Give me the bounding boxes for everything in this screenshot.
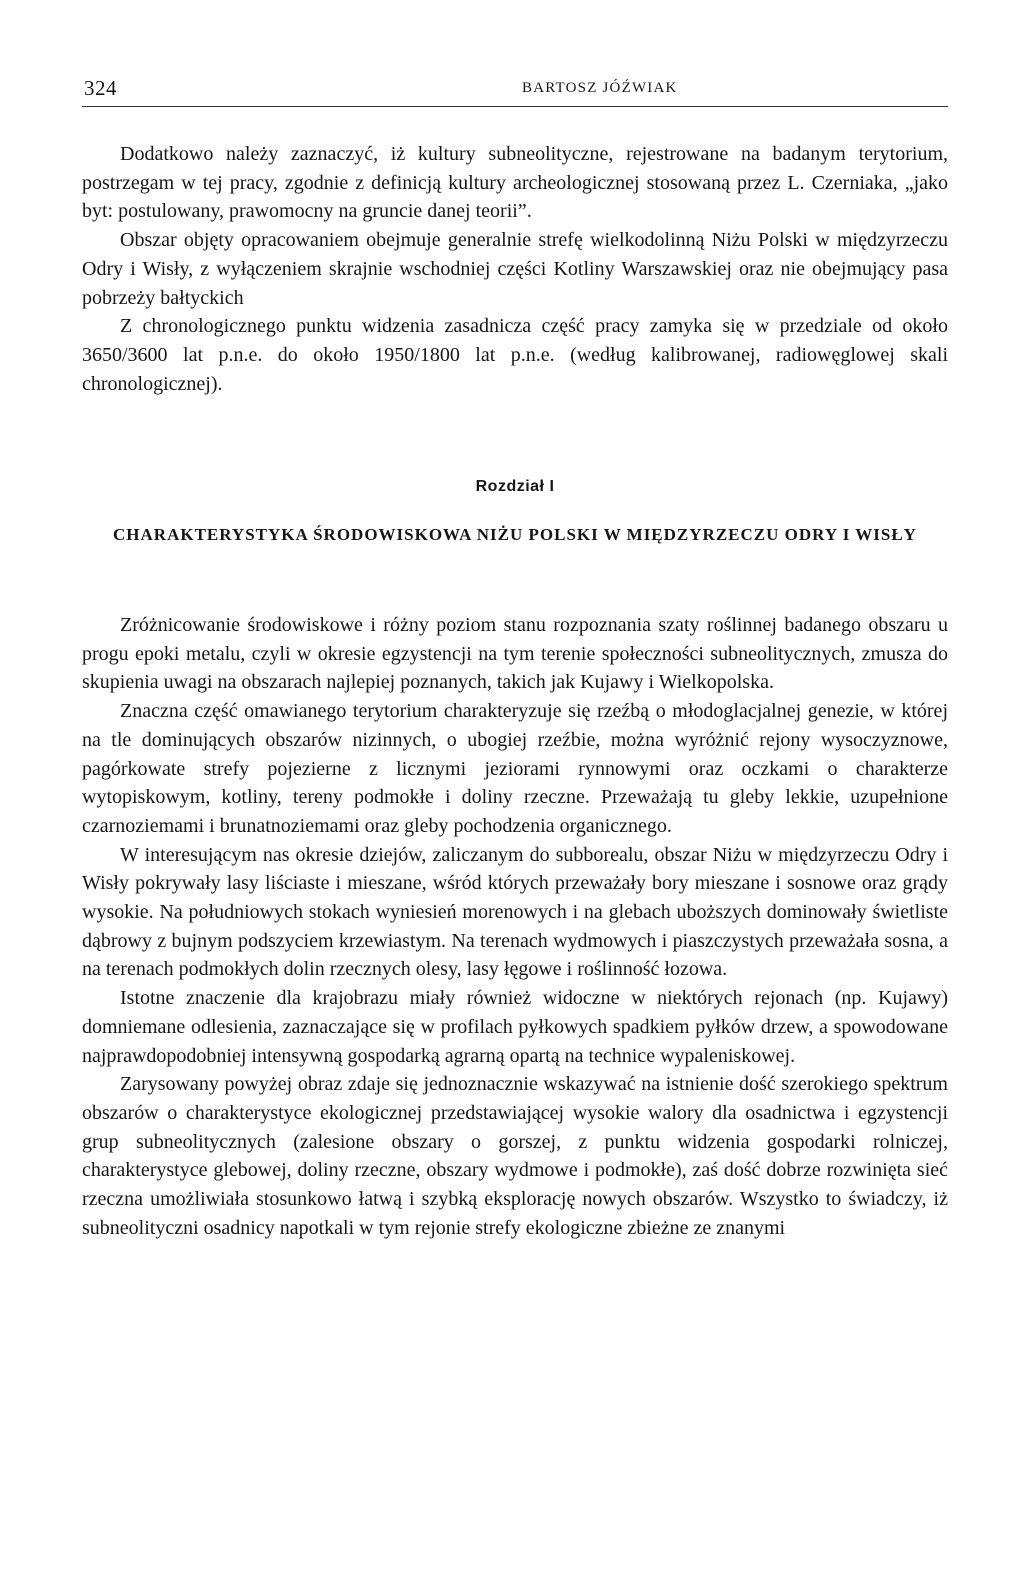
- paragraph: Zarysowany powyżej obraz zdaje się jednoznacznie wskazywać na istnienie dość szerokiego spektrum obszarów o charakterystyce ekologicznej przedstawiającej wysokie walory dla osadnictwa i egzystencji grup subneolitycznych (zalesione obszary o gorszej, z punktu widzenia gospodarki rolniczej, charakterystyce glebowej, doliny rzeczne, obszary wydmowe i podmokłe), zaś dość dobrze rozwinięta sieć rzeczna umożliwiała stosunkowo łatwą i szybką eksplorację nowych obszarów. Wszystko to świadczy, iż subneolityczni osadnicy napotkali w tym rejonie strefy ekologiczne zbieżne ze znanymi: [82, 1073, 948, 1239]
- paragraph: Z chronologicznego punktu widzenia zasadnicza część pracy zamyka się w przedziale od około 3650/3600 lat p.n.e. do około 1950/1800 lat p.n.e. (według kalibrowanej, radiowęglowej skali chronologicznej).: [82, 315, 948, 395]
- paragraph: Istotne znaczenie dla krajobrazu miały również widoczne w niektórych rejonach (np. Kujawy) domniemane odlesienia, zaznaczające się w profilach pyłkowych spadkiem pyłków drzew, a spowodowane najprawdopodobniej intensywną gospodarką agrarną opartą na technice wypaleniskowej.: [82, 987, 948, 1067]
- chapter-title: CHARAKTERYSTYKA ŚRODOWISKOWA NIŻU POLSKI W MIĘDZYRZECZU ODRY I WISŁY: [113, 525, 917, 544]
- page-number: 324: [84, 76, 117, 100]
- paragraph: Obszar objęty opracowaniem obejmuje generalnie strefę wielkodolinną Niżu Polski w międzyrzeczu Odry i Wisły, z wyłączeniem skrajnie wschodniej części Kotliny Warszawskiej oraz nie obejmujący pasa pobrzeży bałtyckich: [82, 229, 948, 309]
- intro-text: [82, 140, 948, 398]
- paragraph: Znaczna część omawianego terytorium charakteryzuje się rzeźbą o młodoglacjalnej genezie, w której na tle dominujących obszarów nizinnych, o ubogiej rzeźbie, można wyróżnić rejony wysoczyznowe, pagórkowate strefy pojezierne z licznymi jeziorami rynnowymi oraz oczkami o charakterze wytopiskowym, kotliny, tereny podmokłe i doliny rzeczne. Przeważają tu gleby lekkie, uzupełnione czarnoziemami i brunatnoziemami oraz gleby pochodzenia organicznego.: [82, 700, 948, 837]
- chapter-body: [82, 611, 948, 1242]
- page-header: [82, 76, 948, 107]
- paragraph: W interesującym nas okresie dziejów, zaliczanym do subborealu, obszar Niżu w międzyrzeczu Odry i Wisły pokrywały lasy liściaste i mieszane, wśród których przeważały bory mieszane i sosnowe oraz grądy wysokie. Na południowych stokach wyniesień morenowych i na glebach uboższych dominowały świetliste dąbrowy z bujnym podszyciem krzewiastym. Na terenach wydmowych i piaszczystych przeważała sosna, a na terenach podmokłych dolin rzecznych olesy, lasy łęgowe i roślinność łozowa.: [82, 843, 948, 981]
- chapter-label: Rozdział I: [475, 478, 555, 495]
- running-head: BARTOSZ JÓŹWIAK: [522, 80, 678, 96]
- paragraph: Zróżnicowanie środowiskowe i różny poziom stanu rozpoznania szaty roślinnej badanego obszaru u progu epoki metalu, czyli w okresie egzystencji na tym terenie społeczności subneolitycznych, zmusza do skupienia uwagi na obszarach najlepiej poznanych, takich jak Kujawy i Wielkopolska.: [82, 614, 948, 694]
- chapter-heading: [82, 478, 948, 548]
- paragraph: Dodatkowo należy zaznaczyć, iż kultury subneolityczne, rejestrowane na badanym terytorium, postrzegam w tej pracy, zgodnie z definicją kultury archeologicznej stosowaną przez L. Czerniaka, „jako byt: postulowany, prawomocny na gruncie danej teorii”.: [82, 143, 948, 223]
